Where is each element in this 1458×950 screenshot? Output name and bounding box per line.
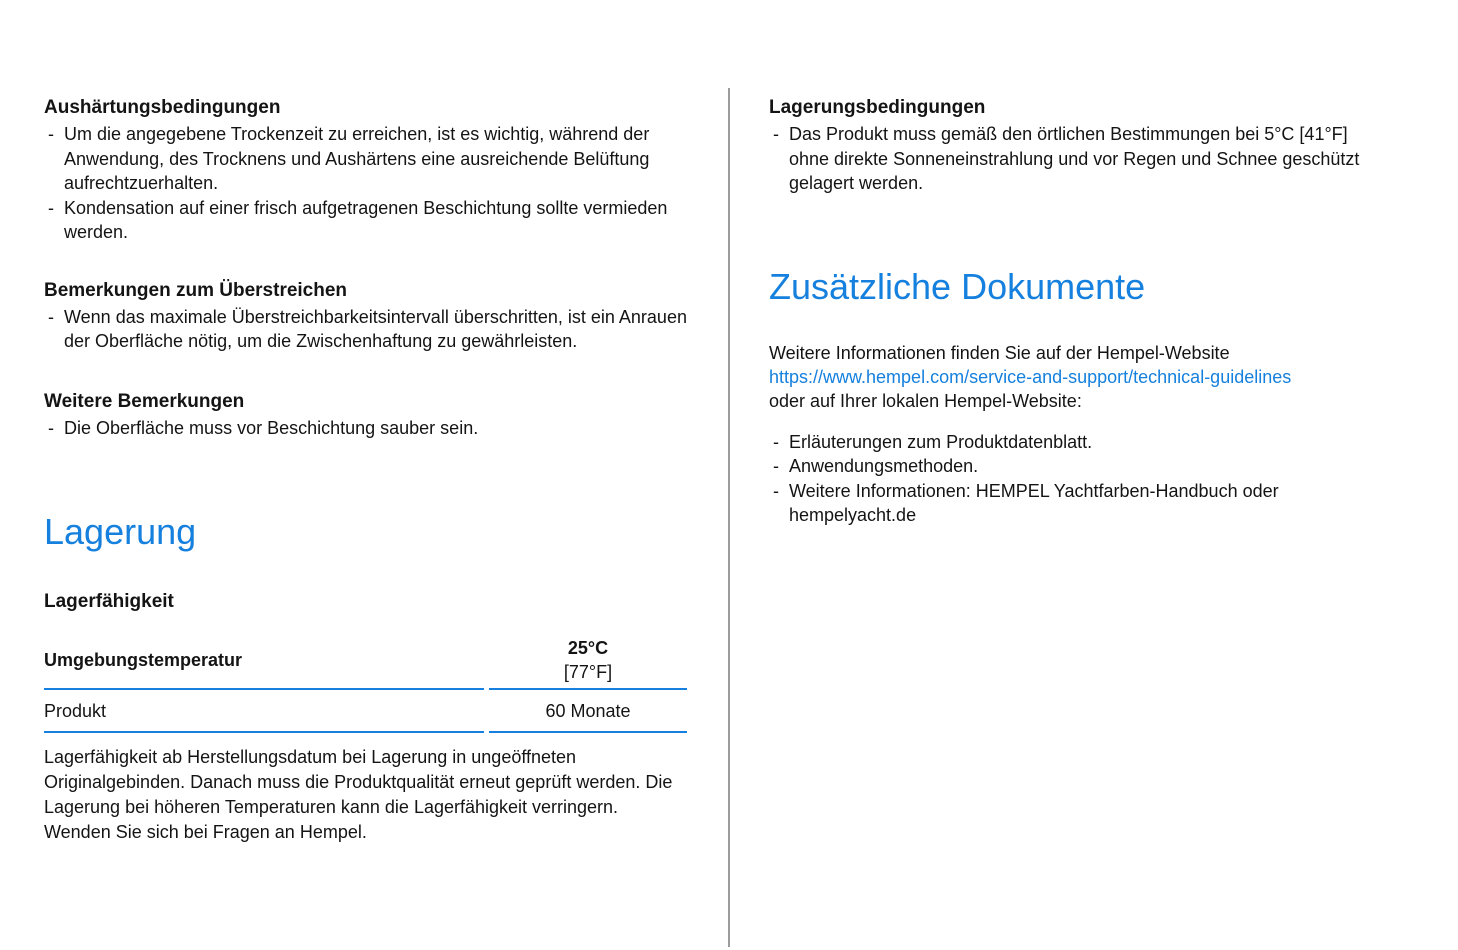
dash-bullet: - [48, 197, 54, 218]
right-column [769, 96, 1379, 528]
list-item-text: Weitere Informationen: HEMPEL Yachtfarben-Handbuch oder hempelyacht.de [789, 480, 1279, 525]
list-item-text: Das Produkt muss gemäß den örtlichen Bestimmungen bei 5°C [41°F] ohne direkte Sonneneinstrahlung und vor Regen und Schnee geschützt gelagert werden. [789, 124, 1360, 193]
documents-list [769, 430, 1379, 528]
dash-bullet: - [773, 480, 779, 501]
dash-bullet: - [48, 124, 54, 144]
dash-bullet: - [773, 431, 779, 452]
table-header-row [44, 636, 687, 690]
technical-guidelines-link[interactable]: https://www.hempel.com/service-and-support/technical-guidelines [769, 366, 1292, 387]
section-other-notes [44, 390, 688, 441]
table-header-label: Umgebungstemperatur [44, 636, 484, 690]
dash-bullet: - [773, 124, 779, 144]
shelf-life-table [44, 636, 687, 733]
shelf-life-heading: Lagerfähigkeit [44, 591, 174, 612]
section-overcoating-notes [44, 279, 688, 354]
dash-bullet: - [48, 306, 54, 327]
list-item [769, 122, 1379, 196]
list-item [44, 416, 688, 441]
list-item-text: Wenn das maximale Überstreichbarkeitsintervall überschritten, ist ein Anrauen der Oberfläche nötig, um die Zwischenhaftung zu gewährleisten. [64, 306, 687, 351]
column-divider [728, 88, 730, 947]
dash-bullet: - [773, 456, 779, 476]
list-item-text: Anwendungsmethoden. [789, 456, 979, 476]
list-item-text: Um die angegebene Trockenzeit zu erreichen, ist es wichtig, während der Anwendung, des Trocknens und Aushärtens eine ausreichende Belüftung aufrechtzuerhalten. [64, 124, 650, 193]
intro-text-line1: Weitere Informationen finden Sie auf der Hempel-Website [769, 342, 1230, 363]
table-row [44, 690, 687, 733]
additional-documents-heading: Zusätzliche Dokumente [769, 265, 1146, 307]
table-cell-label: Produkt [44, 690, 484, 733]
section-title: Lagerungsbedingungen [769, 97, 986, 118]
list-item-text: Die Oberfläche muss vor Beschichtung sauber sein. [64, 417, 479, 438]
table-cell-value: 60 Monate [489, 690, 687, 733]
dash-list [44, 305, 688, 354]
table-header-value [489, 636, 687, 690]
section-storage-conditions [769, 96, 1379, 196]
section-title: Aushärtungsbedingungen [44, 97, 281, 118]
list-item [44, 196, 688, 245]
list-item [44, 122, 688, 196]
list-item-text: Erläuterungen zum Produktdatenblatt. [789, 431, 1093, 452]
left-column [44, 96, 688, 863]
dash-list [769, 122, 1379, 196]
storage-heading: Lagerung [44, 511, 197, 552]
section-title: Bemerkungen zum Überstreichen [44, 279, 348, 301]
dash-bullet: - [48, 417, 54, 438]
section-title: Weitere Bemerkungen [44, 390, 245, 412]
documents-intro [769, 341, 1379, 413]
list-item [769, 479, 1379, 528]
section-curing-conditions [44, 96, 688, 245]
list-item [769, 454, 1379, 479]
dash-list [44, 122, 688, 245]
list-item-text: Kondensation auf einer frisch aufgetragenen Beschichtung sollte vermieden werden. [64, 197, 668, 242]
list-item [769, 430, 1379, 455]
dash-list [44, 416, 688, 441]
shelf-life-note: Lagerfähigkeit ab Herstellungsdatum bei Lagerung in ungeöffneten Originalgebinden. Danach muss die Produktqualität erneut geprüft werden. Die Lagerung bei höheren Temperaturen kann die Lagerfähigkeit verringern. Wenden Sie sich bei Fragen an Hempel. [44, 747, 673, 842]
temperature-celsius: 25°C [567, 638, 609, 658]
intro-text-line3: oder auf Ihrer lokalen Hempel-Website: [769, 390, 1082, 411]
temperature-fahrenheit: [77°F] [563, 662, 613, 682]
list-item [44, 305, 688, 354]
